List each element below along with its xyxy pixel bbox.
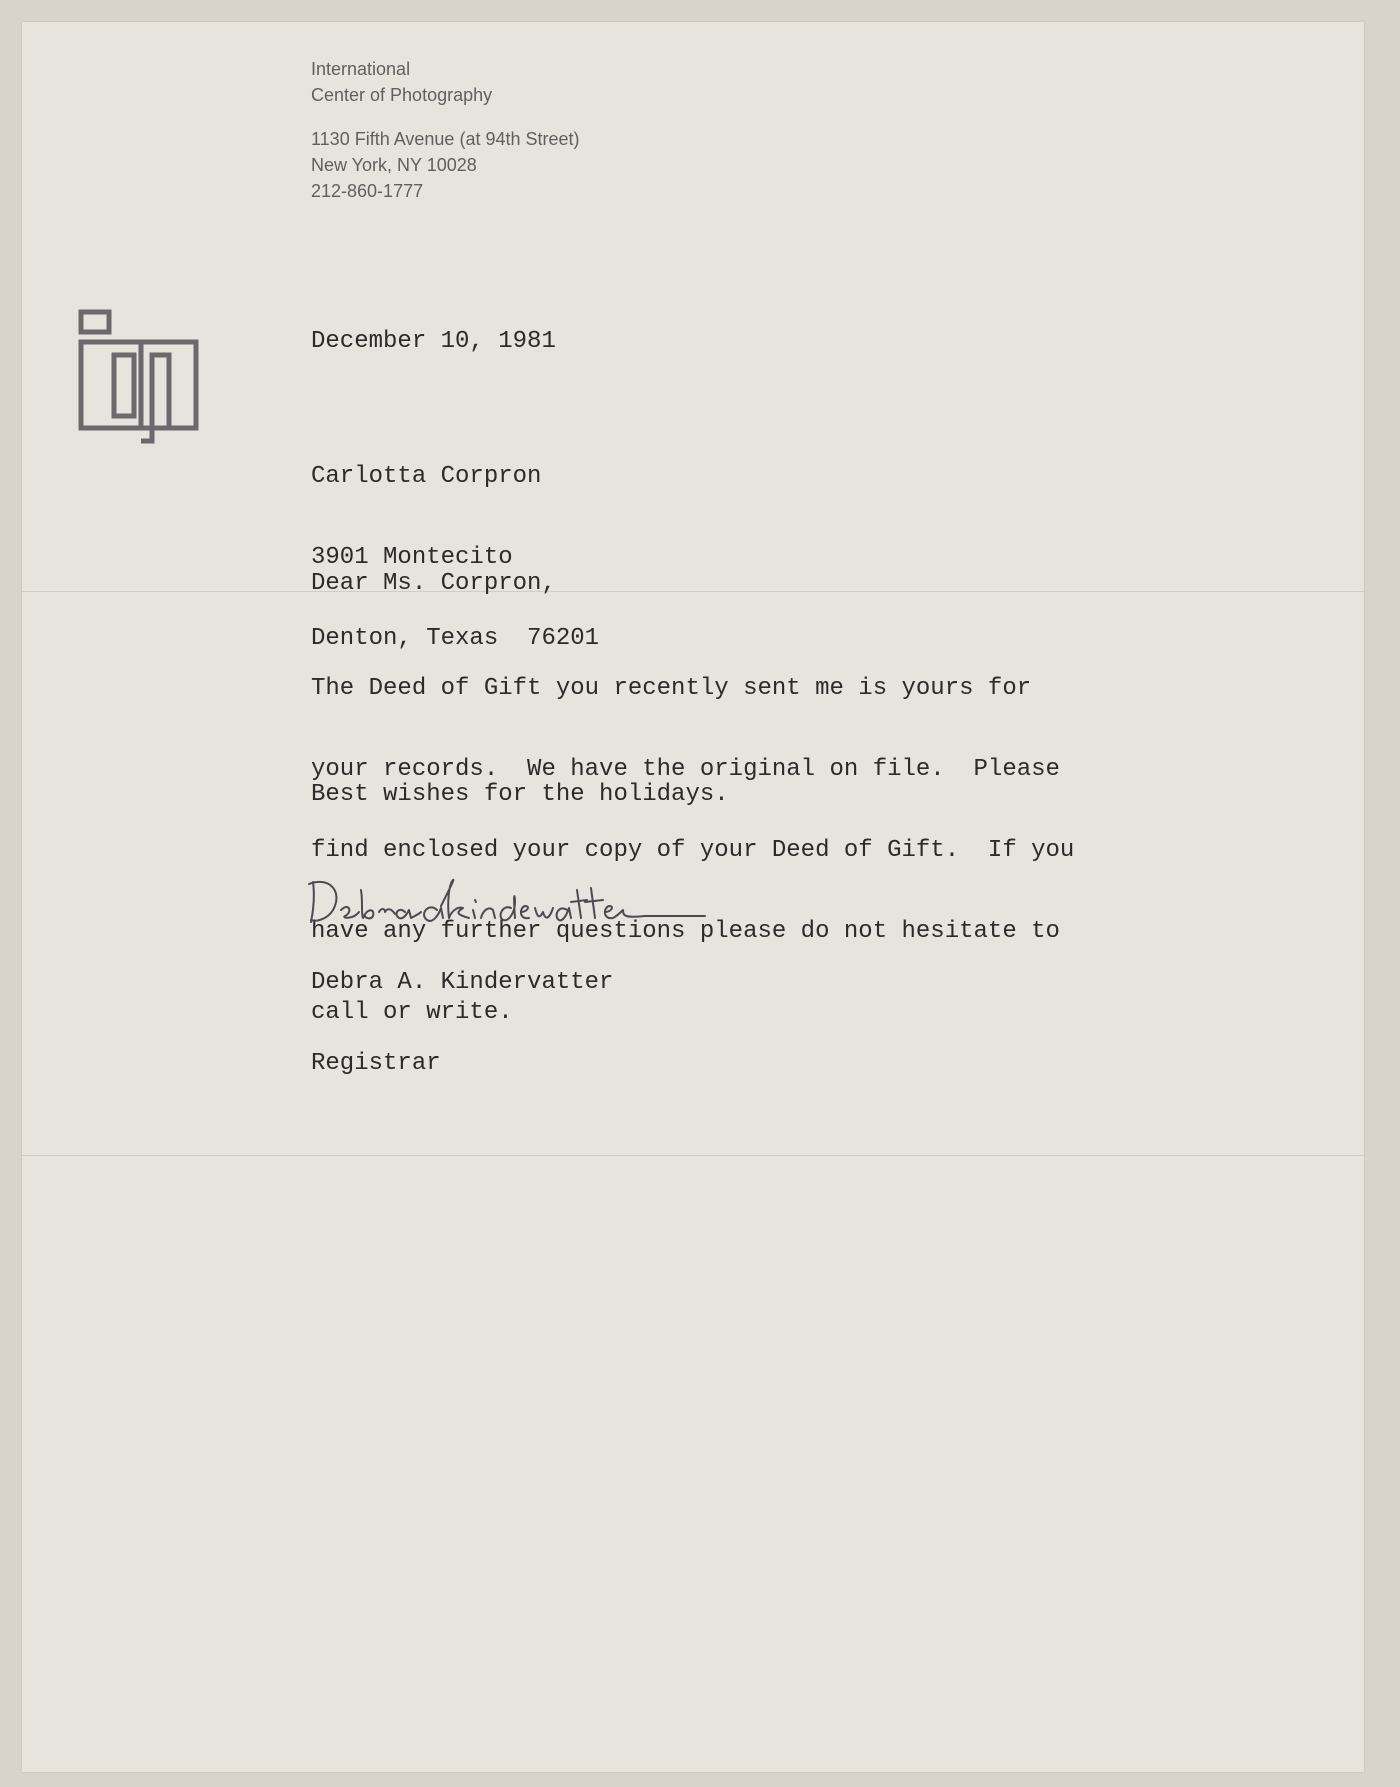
letter-date: December 10, 1981 xyxy=(311,328,556,355)
org-phone: 212-860-1777 xyxy=(311,181,424,201)
icp-logo-icon xyxy=(52,286,202,446)
body-line: call or write. xyxy=(311,999,513,1026)
fold-line xyxy=(22,1155,1364,1156)
body-line: The Deed of Gift you recently sent me is yours for xyxy=(311,675,1032,702)
fold-line xyxy=(22,591,1364,592)
recipient-street: 3901 Montecito xyxy=(311,544,513,571)
salutation: Dear Ms. Corpron, xyxy=(311,570,556,597)
body-line: find enclosed your copy of your Deed of Gift. If you xyxy=(311,837,1075,864)
closing-line: Best wishes for the holidays. xyxy=(311,781,729,808)
signer-name: Debra A. Kindervatter xyxy=(311,969,614,996)
signature-block xyxy=(311,915,613,1104)
letterhead xyxy=(311,56,580,204)
org-name-line1: International xyxy=(311,59,411,79)
signer-title: Registrar xyxy=(311,1050,441,1077)
body-line: your records. We have the original on file. Please xyxy=(311,756,1060,783)
body-line: have any further questions please do not hesitate to xyxy=(311,918,1060,945)
org-name-line2: Center of Photography xyxy=(311,85,493,105)
org-address-line1: 1130 Fifth Avenue (at 94th Street) xyxy=(311,129,580,149)
recipient-name: Carlotta Corpron xyxy=(311,463,542,490)
org-address-line2: New York, NY 10028 xyxy=(311,155,477,175)
recipient-city: Denton, Texas 76201 xyxy=(311,625,600,652)
